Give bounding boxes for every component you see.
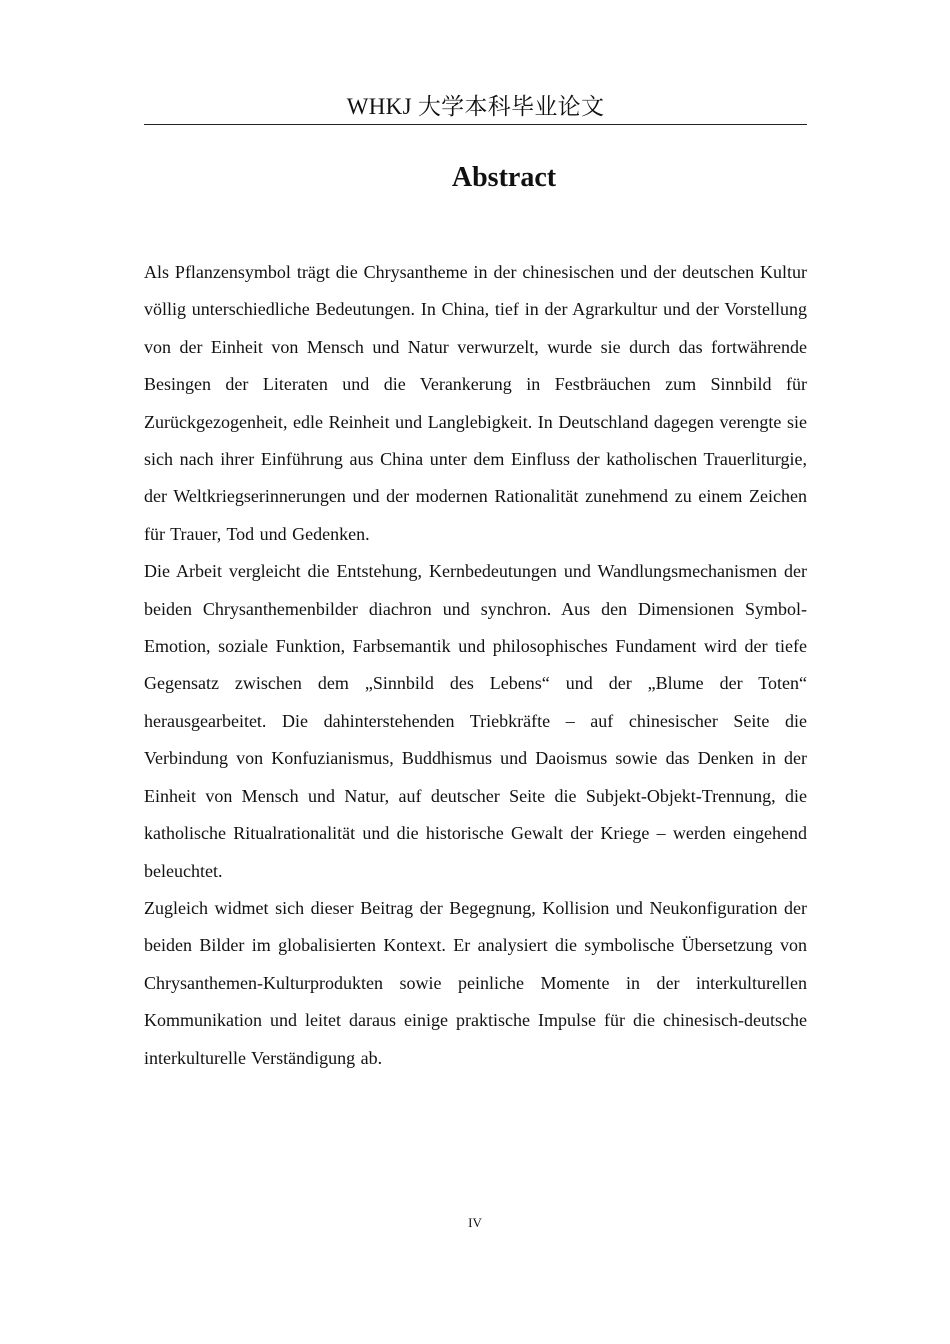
abstract-paragraph-3: Zugleich widmet sich dieser Beitrag der Begegnung, Kollision und Neukonfiguration der beiden Bilder im globalisierten Kontext. Er analysiert die symbolische Übersetzung von Chrysanthemen-Kulturprodukten sowie peinliche Momente in der interkulturellen Kommunikation und leitet daraus einige praktische Impulse für die chinesisch-deutsche interkulturelle Verständigung ab. [144, 897, 807, 1068]
abstract-paragraph-1: Als Pflanzensymbol trägt die Chrysantheme in der chinesischen und der deutschen Kultur völlig unterschiedliche Bedeutungen. In China, tief in der Agrarkultur und der Vorstellung von der Einheit von Mensch und Natur verwurzelt, wurde sie durch das fortwährende Besingen der Literaten und die Verankerung in Festbräuchen zum Sinnbild für Zurückgezogenheit, edle Reinheit und Langlebigkeit. In Deutschland dagegen verengte sie sich nach ihrer Einführung aus China unter dem Einfluss der katholischen Trauerliturgie, der Weltkriegserinnerungen und der modernen Rationalität zunehmend zu einem Zeichen für Trauer, Tod und Gedenken. [144, 262, 807, 544]
page-title: Abstract [451, 162, 557, 193]
running-header: WHKJ 大学本科毕业论文 [144, 92, 807, 125]
abstract-paragraph-2: Die Arbeit vergleicht die Entstehung, Kernbedeutungen und Wandlungsmechanismen der beiden Chrysanthemenbilder diachron und synchron. Aus den Dimensionen Symbol-Emotion, soziale Funktion, Farbsemantik und philosophisches Fundament wird der tiefe Gegensatz zwischen dem „Sinnbild des Lebens“ und der „Blume der Toten“ herausgearbeitet. Die dahinterstehenden Triebkräfte – auf chinesischer Seite die Verbindung von Konfuzianismus, Buddhismus und Daoismus sowie das Denken in der Einheit von Mensch und Natur, auf deutscher Seite die Subjekt-Objekt-Trennung, die katholische Ritualrationalität und die historische Gewalt der Kriege – werden eingehend beleuchtet. [144, 561, 807, 881]
page-number: IV [468, 1215, 482, 1230]
abstract-body [144, 254, 807, 1077]
